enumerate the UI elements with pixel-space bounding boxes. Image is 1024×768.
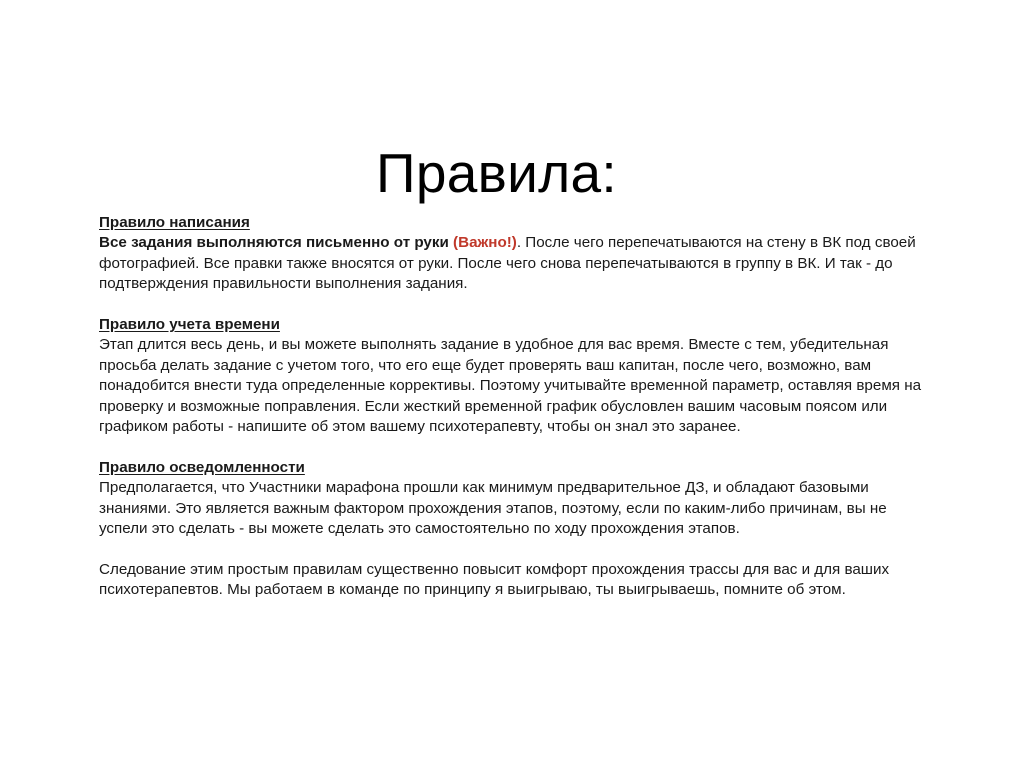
rule-body-time: Этап длится весь день, и вы можете выполнять задание в удобное для вас время. Вместе с тем, убедительная просьба делать задание с учетом того, что его еще будет проверять ваш капитан, после чего, возможно, вам понадобится внести туда определенные коррективы. Поэтому учитывайте временной параметр, оставляя время на проверку и возможные поправления. Если жесткий временной график обусловлен вашим часовым поясом или графиком работы - напишите об этом вашему психотерапевту, чтобы он знал это заранее. — [99, 336, 922, 436]
closing-text: Следование этим простым правилам существенно повысит комфорт прохождения трассы для вас и для ваших психотерапевтов. Мы работаем в команде по принципу я выигрываю, ты выигрываешь, помните об этом. — [99, 560, 890, 599]
rule-heading-writing: Правило написания — [99, 214, 250, 231]
slide-title: Правила: — [376, 142, 618, 204]
important-note: (Важно!) — [453, 234, 517, 252]
rule-section-awareness — [99, 458, 929, 540]
rules-content — [99, 213, 929, 601]
rule-body-awareness: Предполагается, что Участники марафона прошли как минимум предварительное ДЗ, и обладают базовыми знаниями. Это является важным фактором прохождения этапов, поэтому, если по каким-либо причинам, вы не успели это сделать - вы можете сделать это самостоятельно по ходу прохождения этапов. — [99, 479, 887, 538]
rule-bold-text: Все задания выполняются письменно от руки — [99, 234, 449, 252]
rule-heading-time: Правило учета времени — [99, 316, 280, 334]
rule-section-writing — [99, 213, 929, 295]
closing-section — [99, 560, 929, 601]
rule-section-time — [99, 315, 929, 437]
rule-heading-awareness: Правило осведомленности — [99, 458, 305, 476]
rule-body-text: . После чего перепечатываются на стену в ВК под своей фотографией. Все правки также вносятся от руки. После чего снова перепечатываются в группу в ВК. И так - до подтверждения правильности выполнения задания. — [99, 234, 916, 293]
rule-body-writing — [99, 233, 929, 294]
